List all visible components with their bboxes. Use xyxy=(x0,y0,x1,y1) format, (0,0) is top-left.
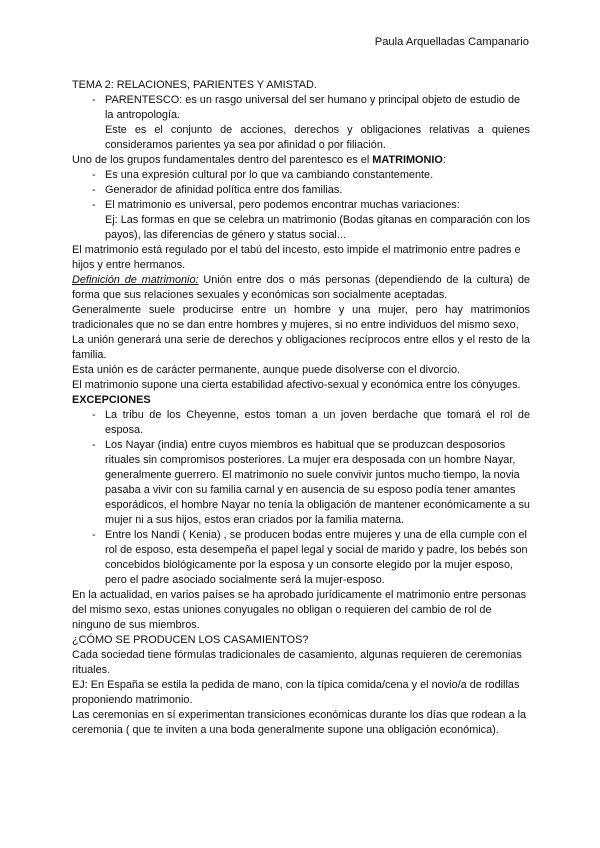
document-body xyxy=(72,78,530,738)
list-item: - Generador de afinidad política entre dos familias. xyxy=(72,183,530,198)
list-item: - Es una expresión cultural por lo que va cambiando constantemente. xyxy=(72,168,530,183)
list-item: - Los Nayar (india) entre cuyos miembros es habitual que se produzcan desposorios rituales sin compromisos posteriores. La mujer era desposada con un hombre Nayar, generalmente guerrero. El matrimonio no suele convivir juntos mucho tiempo, la novia pasaba a vivir con su familia carnal y en ausencia de su esposo podía tener amantes esporádicos, el hombre Nayar no tenía la obligación de mantener económicamente a su mujer ni a sus hijos, estos eran criados por la familia materna. xyxy=(72,438,530,528)
author-header: Paula Arquelladas Campanario xyxy=(374,36,529,48)
list-item: - La tribu de los Cheyenne, estos toman a un joven berdache que tomará el rol de esposa. xyxy=(72,408,530,438)
definition-label: Definición de matrimonio: xyxy=(72,274,199,286)
paragraph-union: La unión generará una serie de derechos y obligaciones recíprocos entre ellos y el resto de la familia. xyxy=(72,334,530,361)
list-item-text: - El matrimonio es universal, pero podemos encontrar muchas variaciones: xyxy=(105,199,460,211)
matrimonio-keyword: MATRIMONIO xyxy=(372,154,443,166)
parentesco-bullet: - PARENTESCO: es un rasgo universal del ser humano y principal objeto de estudio de la antropología. xyxy=(105,94,521,121)
topic-title: TEMA 2: RELACIONES, PARIENTES Y AMISTAD. xyxy=(72,79,317,91)
paragraph-actualidad: En la actualidad, en varios países se ha aprobado jurídicamente el matrimonio entre personas del mismo sexo, estas uniones conyugales no obligan o requieren del cambio de rol de ninguno de sus miembros. xyxy=(72,589,527,631)
list-item xyxy=(72,198,530,243)
example-note: Ej: Las formas en que se celebra un matrimonio (Bodas gitanas en comparación con los payos), las diferencias de género y status social... xyxy=(105,214,530,241)
paragraph-ceremonias: Las ceremonias en sí experimentan transiciones económicas durante los días que rodean a la ceremonia ( que te inviten a una boda generalmente supone una obligación económica). xyxy=(72,709,527,736)
definition-text: Unión entre dos o más personas (dependiendo de la cultura) de forma que sus relaciones sexuales y económicas son socialmente aceptadas. xyxy=(72,274,530,301)
paragraph-estabilidad: El matrimonio supone una cierta estabilidad afectivo-sexual y económica entre los cónyuges. xyxy=(72,379,521,391)
matrimonio-list xyxy=(72,168,530,243)
paragraph-ej-espana: EJ: En España se estila la pedida de mano, con la típica comida/cena y el novio/a de rodillas proponiendo matrimonio. xyxy=(72,679,520,706)
parentesco-continuation: Este es el conjunto de acciones, derechos y obligaciones relativas a quienes consideramos parientes ya sea por afinidad o por filiación. xyxy=(105,124,530,151)
intro-colon: : xyxy=(442,154,446,166)
intro-text: Uno de los grupos fundamentales dentro del parentesco es el xyxy=(72,154,373,166)
matrimonio-intro xyxy=(72,153,530,168)
excepciones-heading: EXCEPCIONES xyxy=(72,394,151,406)
paragraph-permanente: Esta unión es de carácter permanente, aunque puede disolverse con el divorcio. xyxy=(72,364,461,376)
list-item: - Entre los Nandi ( Kenia) , se producen bodas entre mujeres y una de ella cumple con el rol de esposo, esta desempeña el papel legal y social de marido y padre, los bebés son concebidos biológicamente por la esposa y un consorte elegido por la mujer esposo, pero el padre asociado socialmente será la mujer-esposo. xyxy=(72,528,530,588)
paragraph-formulas: Cada sociedad tiene fórmulas tradicionales de casamiento, algunas requieren de ceremonias rituales. xyxy=(72,649,522,676)
paragraph-tabu: El matrimonio está regulado por el tabú del incesto, esto impide el matrimonio entre padres e hijos y entre hermanos. xyxy=(72,244,521,271)
excepciones-list xyxy=(72,408,530,588)
question-heading: ¿CÓMO SE PRODUCEN LOS CASAMIENTOS? xyxy=(72,634,309,646)
paragraph-definicion xyxy=(72,273,530,303)
parentesco-list xyxy=(72,93,530,153)
paragraph-general: Generalmente suele producirse entre un hombre y una mujer, pero hay matrimonios tradicionales que no se dan entre hombres y mujeres, si no entre individuos del mismo sexo, xyxy=(72,304,530,331)
list-item xyxy=(72,93,530,153)
